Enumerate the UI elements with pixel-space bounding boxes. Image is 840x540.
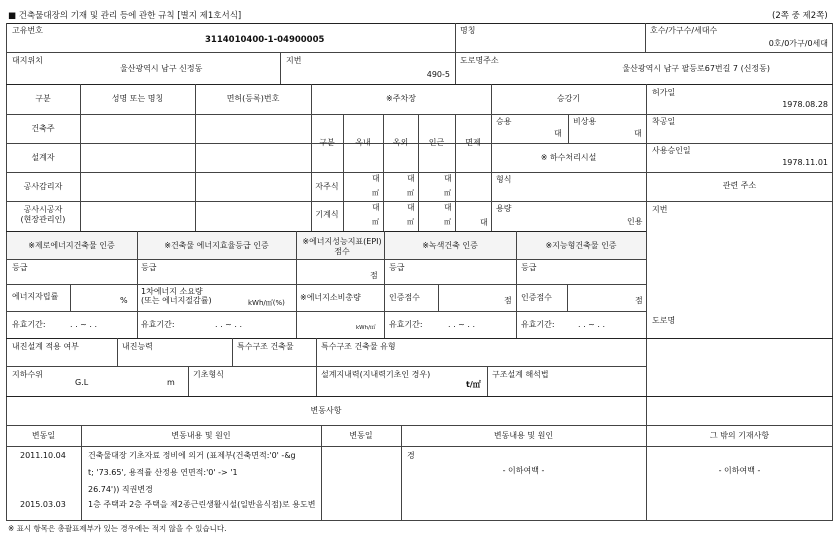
validity-value: . . ~ . . [70,320,98,329]
area-unit: ㎡ [372,218,379,226]
area-unit: ㎡ [407,189,414,197]
col-change-content: 변동내용 및 원인 [171,431,231,440]
kwh-small-unit: kWh/㎡ [356,325,376,331]
footer-note: ※ 표시 항목은 총괄표제부가 있는 경우에는 적지 않을 수 있습니다. [8,524,227,533]
road-address-value: 울산광역시 남구 팔등로67번길 7 (신정동) [622,64,770,73]
parking-col-nearby: 인근 [428,138,445,147]
cert-green: ※녹색건축 인증 [422,241,478,250]
frame-bottom [6,520,833,521]
validity-value: . . ~ . . [448,320,476,329]
row-supervisor: 공사감리자 [23,182,63,191]
parking-title: ※주차장 [386,94,416,103]
cert-intelligent: ※지능형건축물 인증 [545,241,617,250]
unit-label: 대 [407,174,415,183]
unit-label: 대 [407,203,415,212]
col-change-date: 변동일 [31,431,56,440]
unit-label: 대 [444,203,452,212]
parking-row-self: 자주식 [315,182,339,191]
change-date-2: 2015.03.03 [20,500,66,509]
form-title: ■ 건축물대장의 기재 및 관리 등에 관한 규칙 [별지 제1호서식] [8,11,242,21]
parking-col-outdoor: 옥외 [392,138,409,147]
capacity-unit: 인용 [627,217,643,226]
related-road-label: 도로명 [652,316,676,325]
primary-energy-label: 1차에너지 소요량 (또는 에너지절감률) [141,287,212,306]
page-indicator: (2쪽 중 제2쪽) [772,11,828,21]
change-line-1a: 건축물대장 기초자료 정비에 의거 (표제부(건축면적:'0' -&g [88,451,296,460]
tm2-unit: t/㎡ [466,380,481,389]
cert-epi: ※에너지성능지표(EPI) 점수 [302,237,382,256]
area-unit: ㎡ [372,189,379,197]
parking-col-type: 구분 [319,138,335,147]
bearing-capacity-label: 설계지내력(지내력기초인 경우) [321,370,431,379]
percent-unit: % [120,296,128,305]
blank-marker-content: - 이하여백 - [502,466,545,475]
change-line-1b: t; '73.65', 용적률 산정용 연면적:'0' -> '1 [88,468,238,477]
col-other-entries: 그 밖의 기재사항 [709,431,770,440]
unique-no-label: 고유번호 [12,26,43,35]
approval-date-value: 1978.11.01 [782,158,828,167]
change-line-1c: 26.74')) 직권변경 [88,485,153,494]
frame-top [6,23,833,24]
validity-label: 유효기간: [521,320,555,329]
site-value: 울산광역시 남구 신정동 [120,64,203,73]
related-lot-label: 지번 [652,205,668,214]
unique-no-value: 3114010400-1-04900005 [205,35,325,45]
sewage-type-label: 형식 [496,175,512,184]
score-unit: 점 [635,296,643,305]
cert-energy-efficiency: ※건축물 에너지효율등급 인증 [164,241,269,250]
validity-label: 유효기간: [12,320,46,329]
site-label: 대지위치 [12,56,43,65]
area-unit: ㎡ [407,218,414,226]
analysis-method-label: 구조설계 해석법 [492,370,549,379]
changes-title: 변동사항 [310,406,342,415]
lot-label: 지번 [286,56,302,65]
cert-score-label: 인증점수 [521,293,552,302]
permit-date-label: 허가일 [652,88,676,97]
emergency-elevator-label: 비상용 [573,117,597,126]
energy-consumption-label: ※에너지소비총량 [300,293,361,302]
self-rate-label: 에너지자립률 [12,292,59,301]
meter-unit: m [167,378,175,387]
unit-label: 대 [444,174,452,183]
sewage-title: ※ 하수처리시설 [540,153,597,162]
groundwater-label: 지하수위 [12,370,43,379]
permit-date-value: 1978.08.28 [782,100,828,109]
change-date-1: 2011.10.04 [20,451,66,460]
score-unit: 점 [370,271,378,280]
validity-value: . . ~ . . [578,320,606,329]
cert-zero-energy: ※제로에너지건축물 인증 [28,241,115,250]
start-date-label: 착공일 [652,117,676,126]
unit-label: 대 [372,174,380,183]
lot-value: 490-5 [426,70,450,79]
change-continued: 경 [407,451,415,460]
row-owner: 건축주 [31,124,55,133]
validity-label: 유효기간: [141,320,175,329]
col-change-date-2: 변동일 [349,431,373,440]
row-constructor: 공사시공자 (현장관리인) [20,205,66,224]
parking-col-exempt: 면제 [465,138,481,147]
change-line-2a: 1층 주택과 2층 주택을 제2종근린생활시설(일반음식점)로 용도변 [88,500,316,509]
passenger-elevator-label: 승용 [496,117,512,126]
cert-score-label: 인증점수 [389,293,420,302]
grade-label: 등급 [12,263,28,272]
units-value: 0호/0가구/0세대 [768,39,828,48]
emergency-unit: 대 [634,129,642,138]
area-unit: ㎡ [444,189,451,197]
people-col-license: 면허(등록)번호 [226,94,280,103]
kwh-unit: kWh/㎡(%) [248,299,285,307]
special-structure-type-label: 특수구조 건축물 유형 [321,342,396,351]
unit-label: 대 [372,203,380,212]
col-change-content-2: 변동내용 및 원인 [493,431,554,440]
validity-label: 유효기간: [389,320,423,329]
related-address-title: 관련 주소 [722,181,757,190]
people-col-name: 성명 또는 명칭 [111,94,164,103]
passenger-unit: 대 [554,129,562,138]
blank-marker-other: - 이하여백 - [718,466,761,475]
elevator-title: 승강기 [556,94,581,103]
score-unit: 점 [504,296,512,305]
grade-label: 등급 [141,263,157,272]
exempt-unit: 대 [480,218,488,227]
grade-label: 등급 [389,263,405,272]
sewage-capacity-label: 용량 [496,204,512,213]
units-label: 호수/가구수/세대수 [650,26,718,35]
row-designer: 설계자 [31,153,55,162]
validity-value: . . ~ . . [215,320,243,329]
building-name-label: 명칭 [460,26,476,35]
approval-date-label: 사용승인일 [652,146,691,155]
road-address-label: 도로명주소 [460,56,499,65]
gl-unit: G.L [75,378,89,387]
seismic-capacity-label: 내진능력 [122,342,153,351]
area-unit: ㎡ [444,218,451,226]
people-col-type: 구분 [35,94,51,103]
parking-row-mech: 기계식 [315,210,339,219]
foundation-label: 기초형식 [193,370,224,379]
special-structure-label: 특수구조 건축물 [237,342,294,351]
parking-col-indoor: 옥내 [355,138,371,147]
grade-label: 등급 [521,263,537,272]
seismic-design-label: 내진설계 적용 여부 [12,342,79,351]
